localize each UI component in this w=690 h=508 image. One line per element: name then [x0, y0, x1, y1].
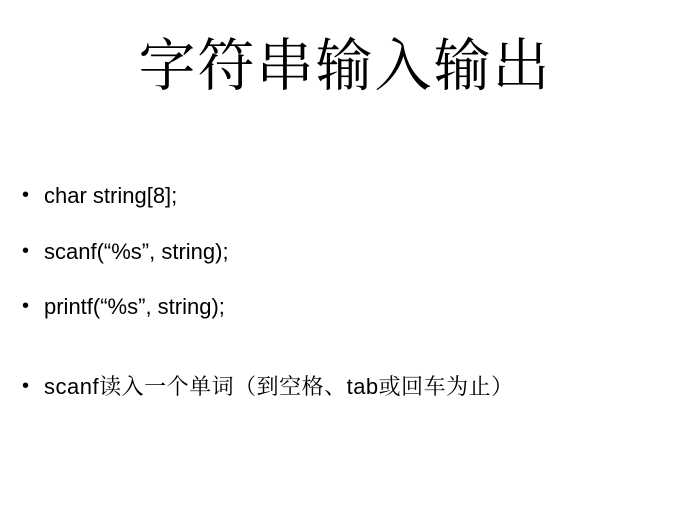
list-item-label: scanf读入一个单词（到空格、tab或回车为止）: [44, 373, 514, 399]
list-item: [0, 373, 690, 401]
list-item-label: printf(“%s”, string);: [44, 294, 225, 319]
bullet-dot-icon: •: [22, 295, 30, 317]
list-item: [0, 238, 690, 266]
bullet-list: [0, 182, 690, 428]
bullet-dot-icon: •: [22, 184, 30, 206]
bullet-dot-icon: •: [22, 239, 30, 262]
list-item: [0, 293, 690, 321]
page-title: 字符串输入输出: [138, 35, 552, 98]
list-item-label: char string[8];: [44, 183, 178, 208]
bullet-dot-icon: •: [22, 374, 30, 397]
list-item-label: scanf(“%s”, string);: [44, 238, 229, 264]
list-item: [0, 182, 690, 210]
